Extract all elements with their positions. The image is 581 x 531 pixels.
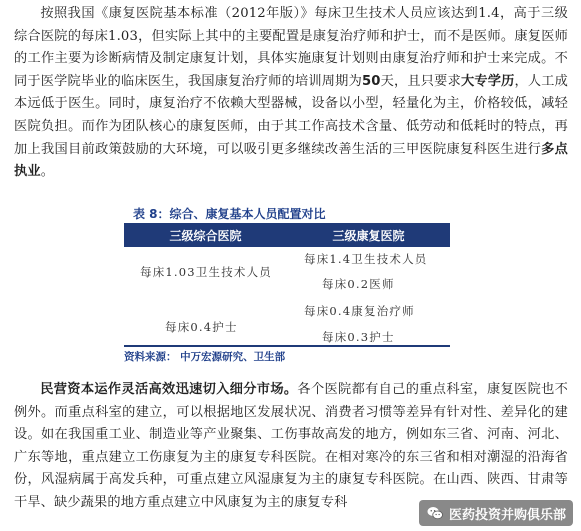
table-header (124, 223, 450, 247)
text-line: 在山西、陕西、甘肃等干旱、缺少蔬果的地方重点建立中风康复为主的康复专科 (14, 472, 569, 510)
text-line: 异化的建设。如在我国重工业、制造业等产业聚集、工伤事故高发的地方，例如东三省、 (14, 404, 568, 443)
paragraph-private-capital (14, 379, 568, 515)
header-rehab-hospital: 三级康复医院 (332, 228, 405, 243)
text-line: 为主，价格较低，减轻医院负担。而作为团队核心的康复医师，由于其工作高技术含量、 (14, 96, 569, 134)
bold-days: 50 (361, 73, 381, 89)
text-line: 各个医院都有自己的重点科室，康复医院 (297, 382, 542, 397)
bold-lead: 民营资本运作灵活高效迅速切入细分市场。 (40, 382, 298, 397)
table-caption: 表 8：综合、康复基本人员配置对比 (133, 207, 326, 221)
text-line: 河南、河北、广东等地，重点建立工伤康复为主的康复专科医院。在相对寒冷的东三省和 (14, 427, 568, 465)
bold-practice: 多点执业 (14, 141, 568, 180)
text-line: ，人工成本远低于医生。同时，康复治疗不依赖大型器械，设备以小型，轻量化 (14, 73, 568, 112)
paragraph-staffing (14, 3, 568, 184)
cell-rehab-nurse: 每床0.3护士 (322, 330, 395, 344)
table-body (124, 247, 450, 357)
staffing-table (124, 223, 450, 363)
text-line: 按照我国《康复医院基本标准（2012年版）》每床卫生技术人员应该达到1.4，高于 (40, 6, 541, 21)
header-general-hospital: 三级综合医院 (169, 228, 242, 243)
text-line: 康复医师的工作主要为诊断病情及制定康复计划，具体实施康复计划则由康复治疗师和护 (14, 28, 568, 67)
table-bottom-rule (124, 345, 450, 347)
watermark (419, 500, 573, 526)
text-line: 低劳动和低耗时的特点，再加上我国目前政策鼓励的大环境，可以吸引更多继续改善生活 (14, 118, 568, 157)
cell-general-staff: 每床1.03卫生技术人员 (140, 265, 273, 279)
text-line: 也不例外。而重点科室的建立，可以根据地区发展状况、消费者习惯等差异有针对性、差 (14, 382, 568, 420)
text-line: 三级综合医院的每床1.03，但实际上其中的主要配置是康复治疗师和护士，而不是医师。 (14, 6, 568, 44)
cell-rehab-doctor: 每床0.2医师 (322, 277, 395, 291)
text-line: 士来完成。不同于医学院毕业的临床医生，我国康复治疗师的培训周期为 (14, 51, 568, 89)
cell-rehab-staff: 每床1.4卫生技术人员 (304, 252, 428, 266)
watermark-text: 医药投资并购俱乐部 (448, 507, 566, 523)
text-line: 的三甲医院康复科医生进行 (378, 141, 542, 157)
text-line: 。 (40, 164, 55, 180)
table-source: 资料来源： 中万宏源研究、卫生部 (124, 351, 286, 363)
text-line: 相对潮湿的沿海省份，风湿病属于高发兵种，可重点建立风湿康复为主的康复专科医院。 (14, 449, 568, 488)
cell-general-nurse: 每床0.4护士 (165, 320, 238, 334)
wechat-icon (426, 504, 444, 522)
text-line: 天，且只要求 (380, 73, 461, 89)
cell-rehab-therapist: 每床0.4康复治疗师 (304, 304, 415, 318)
bold-education: 大专学历 (460, 73, 515, 89)
